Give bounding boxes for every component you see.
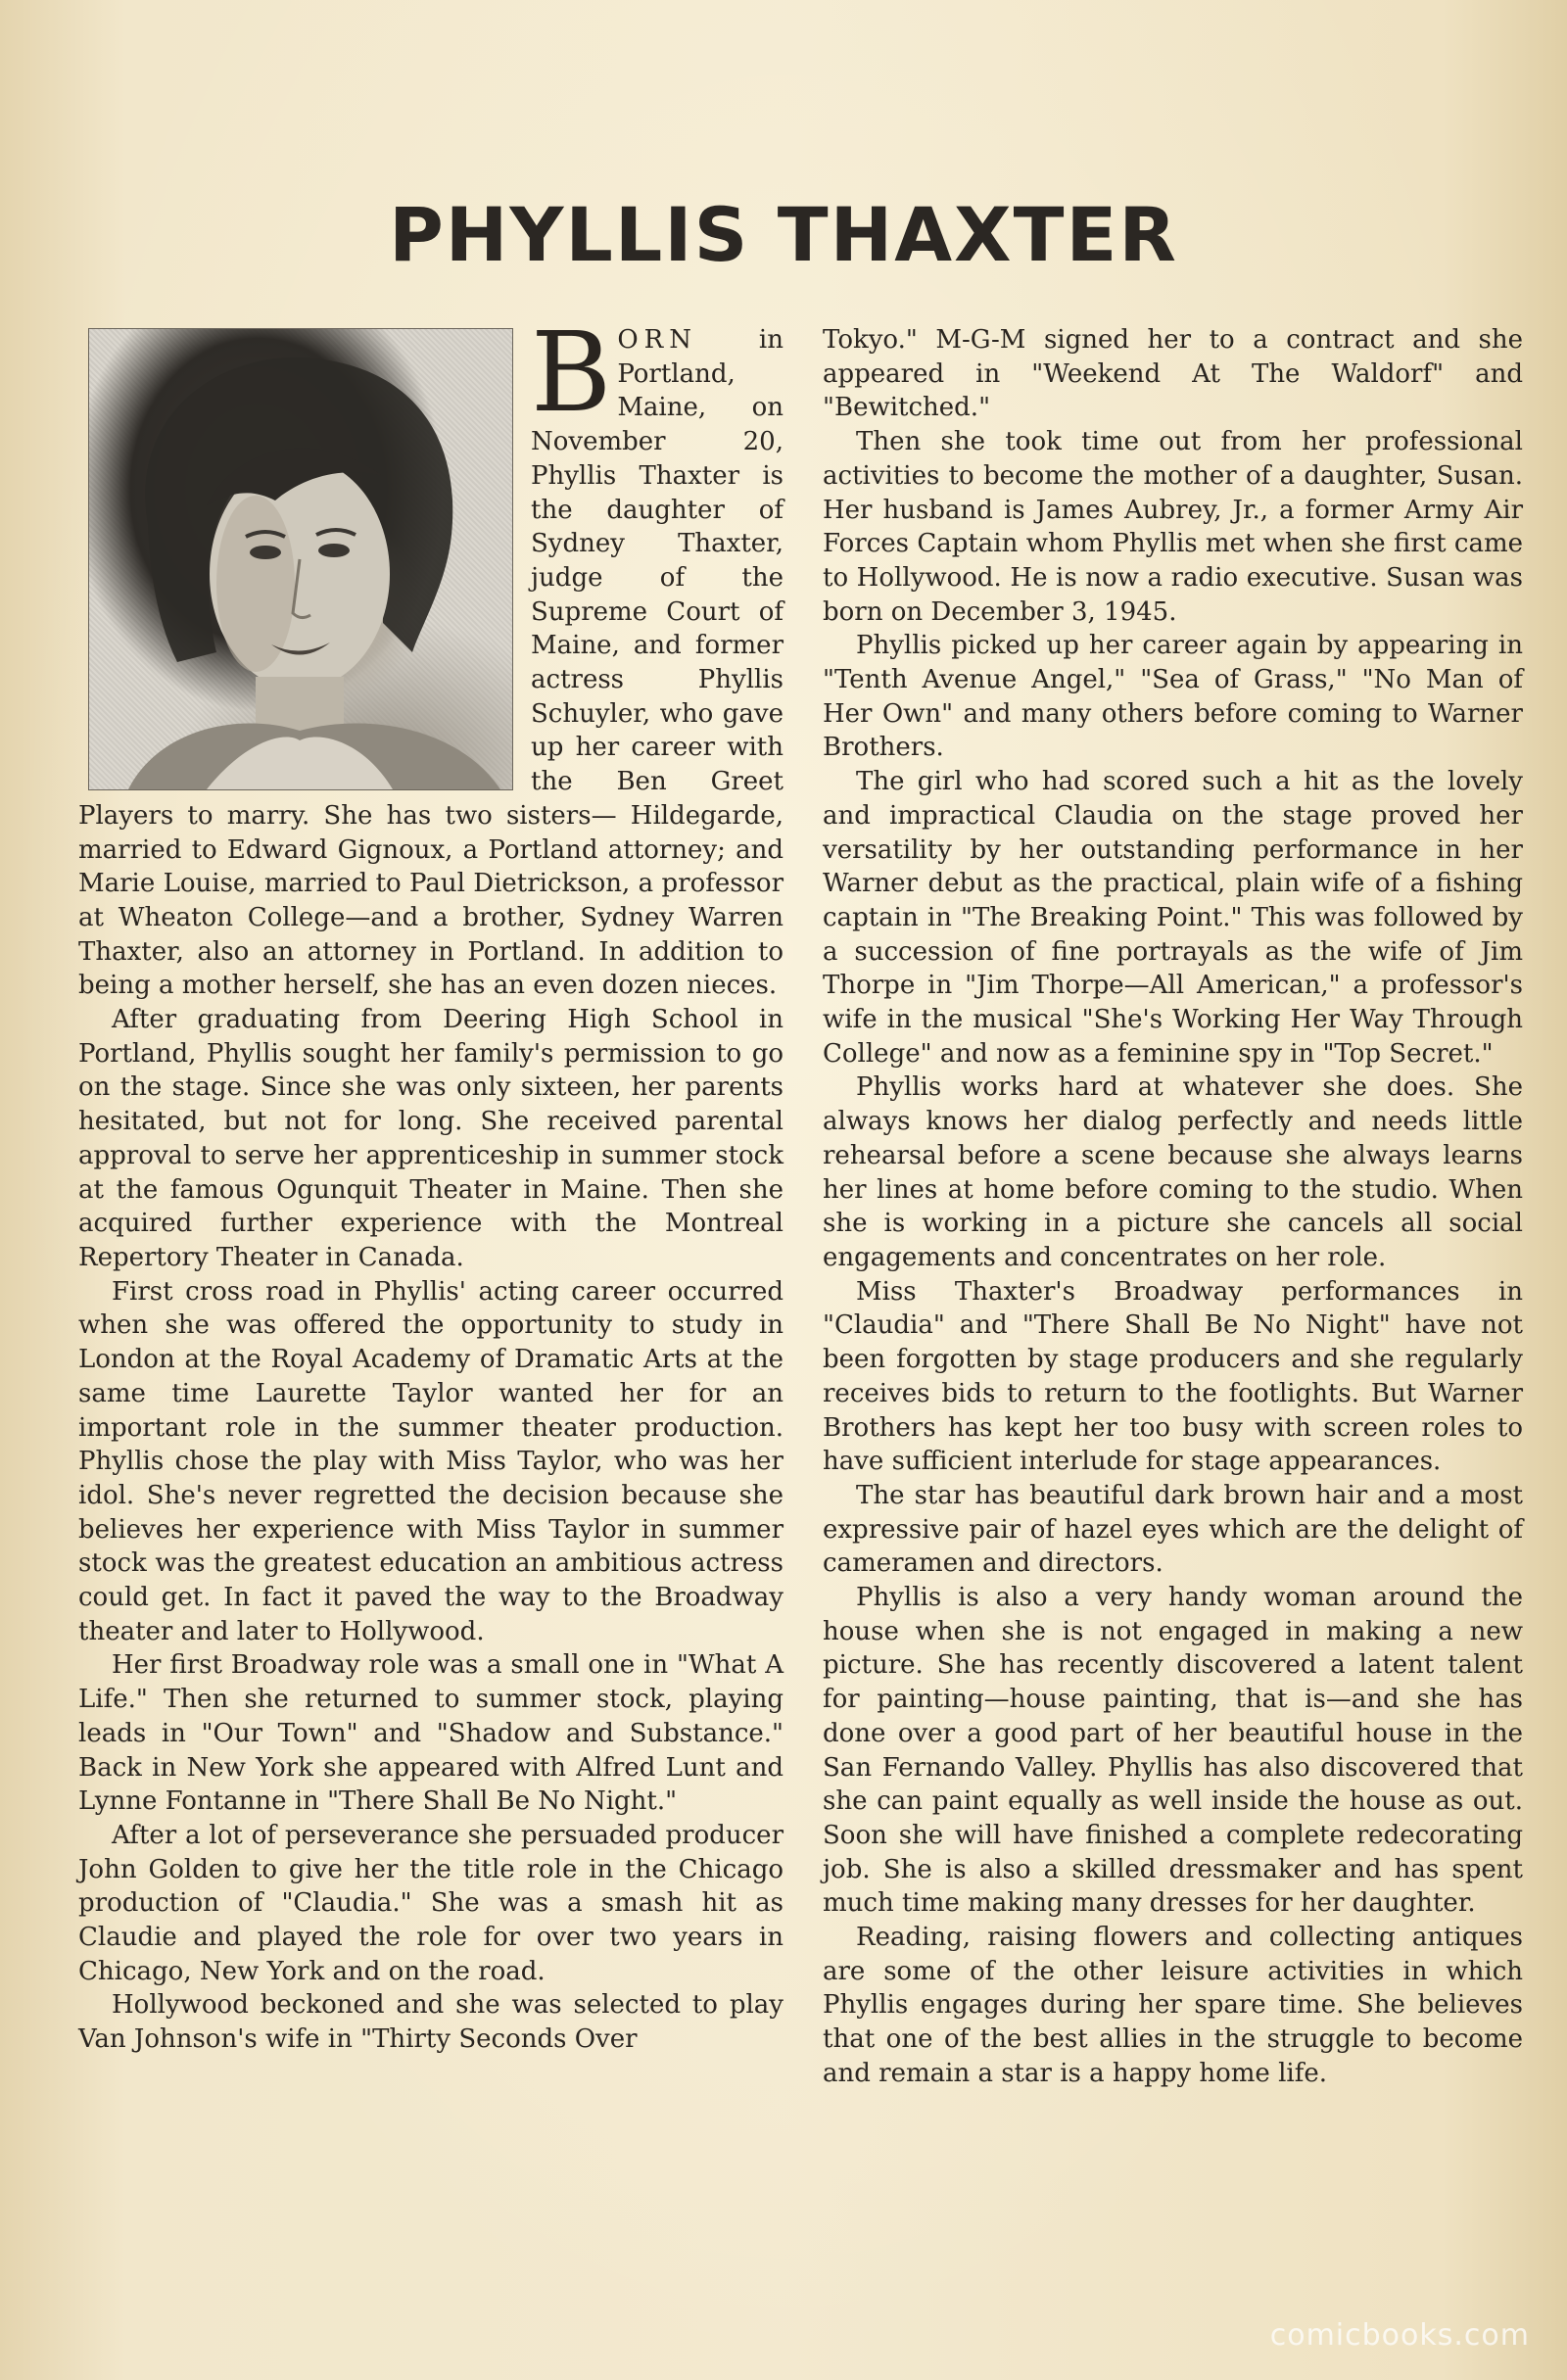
site-watermark: comicbooks.com [1269,2318,1530,2353]
paragraph-1-text: in Portland, Maine, on November 20, Phyllis Thaxter is the daughter of Sydney Thaxter, judge of the Supreme Court of Maine, and former actress Phyllis Schuyler, who gave up her career with the Ben Greet Players to marry. She has two sisters— Hildegarde, married to Edward Gignoux, a Portland attorney; and Marie Louise, married to Paul Dietrickson, a professor at Wheaton College—and a brother, Sydney Warren Thaxter, also an attorney in Portland. In addition to being a mother herself, she has an even dozen nieces. [78,325,784,1001]
paragraph-6-continued: Tokyo." M-G-M signed her to a contract and she appeared in "Weekend At The Waldorf" and "Bewitched." [823,325,1523,423]
paragraph-10: Phyllis works hard at whatever she does. She always knows her dialog perfectly and needs little rehearsal before a scene because she always learns her lines at home before coming to the studio. When she is working in a picture she cancels all social engagements and concentrates on her role. [823,1072,1523,1272]
paragraph-11: Miss Thaxter's Broadway performances in "Claudia" and "There Shall Be No Night" have not been forgotten by stage producers and she regularly receives bids to return to the footlights. But Warner Brothers has kept her too busy with screen roles to have sufficient interlude for stage appearances. [823,1276,1523,1477]
right-column [823,323,1523,2091]
paragraph-3: First cross road in Phyllis' acting career occurred when she was offered the opportunity to study in London at the Royal Academy of Dramatic Arts at the same time Laurette Taylor wanted her for an important role in the summer theater production. Phyllis chose the play with Miss Taylor, who was her idol. She's never regretted the decision because she believes her experience with Miss Taylor in summer stock was the greatest education an ambitious actress could get. In fact it paved the way to the Broadway theater and later to Hollywood. [78,1276,784,1646]
paragraph-9: The girl who had scored such a hit as the lovely and impractical Claudia on the stage proved her versatility by her outstanding performance in her Warner debut as the practical, plain wife of a fishing captain in "The Breaking Point." This was followed by a succession of fine portrayals as the wife of Jim Thorpe in "Jim Thorpe—All American," a professor's wife in the musical "She's Working Her Way Through College" and now as a feminine spy in "Top Secret." [823,767,1523,1069]
paragraph-2: After graduating from Deering High School in Portland, Phyllis sought her family's permission to go on the stage. Since she was only sixteen, her parents hesitated, but not for long. She received parental approval to serve her apprenticeship in summer stock at the famous Ogunquit Theater in Maine. Then she acquired further experience with the Montreal Repertory Theater in Canada. [78,1005,784,1272]
article-title: PHYLLIS THAXTER [389,191,1178,278]
lead-caps: ORN [617,325,697,355]
bleed-through-shadow [509,39,1195,127]
paragraph-12: The star has beautiful dark brown hair and a most expressive pair of hazel eyes which are the delight of cameramen and directors. [823,1480,1523,1579]
paragraph-6: Hollywood beckoned and she was selected to play Van Johnson's wife in "Thirty Seconds Over [78,1990,784,2055]
paragraph-5: After a lot of perseverance she persuaded producer John Golden to give her the title role in the Chicago production of "Claudia." She was a smash hit as Claudie and played the role for over two years in Chicago, New York and on the road. [78,1820,784,1986]
paragraph-13: Phyllis is also a very handy woman around the house when she is not engaged in making a new picture. She has recently discovered a latent talent for painting—house painting, that is—and she has done over a good part of her beautiful house in the San Fernando Valley. Phyllis has also discovered that she can paint equally as well inside the house as out. Soon she will have finished a complete redecorating job. She is also a skilled dressmaker and has spent much time making many dresses for her daughter. [823,1583,1523,1919]
paragraph-14: Reading, raising flowers and collecting antiques are some of the other leisure activities in which Phyllis engages during her spare time. She believes that one of the best allies in the struggle to become and remain a star is a happy home life. [823,1923,1523,2088]
left-column [78,309,784,2057]
paragraph-7: Then she took time out from her professional activities to become the mother of a daughter, Susan. Her husband is James Aubrey, Jr., a former Army Air Forces Captain whom Phyllis met when she first came to Hollywood. He is now a radio executive. Susan was born on December 3, 1945. [823,427,1523,627]
drop-cap: B [531,309,612,437]
paragraph-4: Her first Broadway role was a small one in "What A Life." Then she returned to summer stock, playing leads in "Our Town" and "Shadow and Substance." Back in New York she appeared with Alfred Lunt and Lynne Fontanne in "There Shall Be No Night." [78,1650,784,1817]
paragraph-8: Phyllis picked up her career again by appearing in "Tenth Avenue Angel," "Sea of Grass," "No Man of Her Own" and many others before coming to Warner Brothers. [823,631,1523,763]
photo-spacer [78,323,531,791]
